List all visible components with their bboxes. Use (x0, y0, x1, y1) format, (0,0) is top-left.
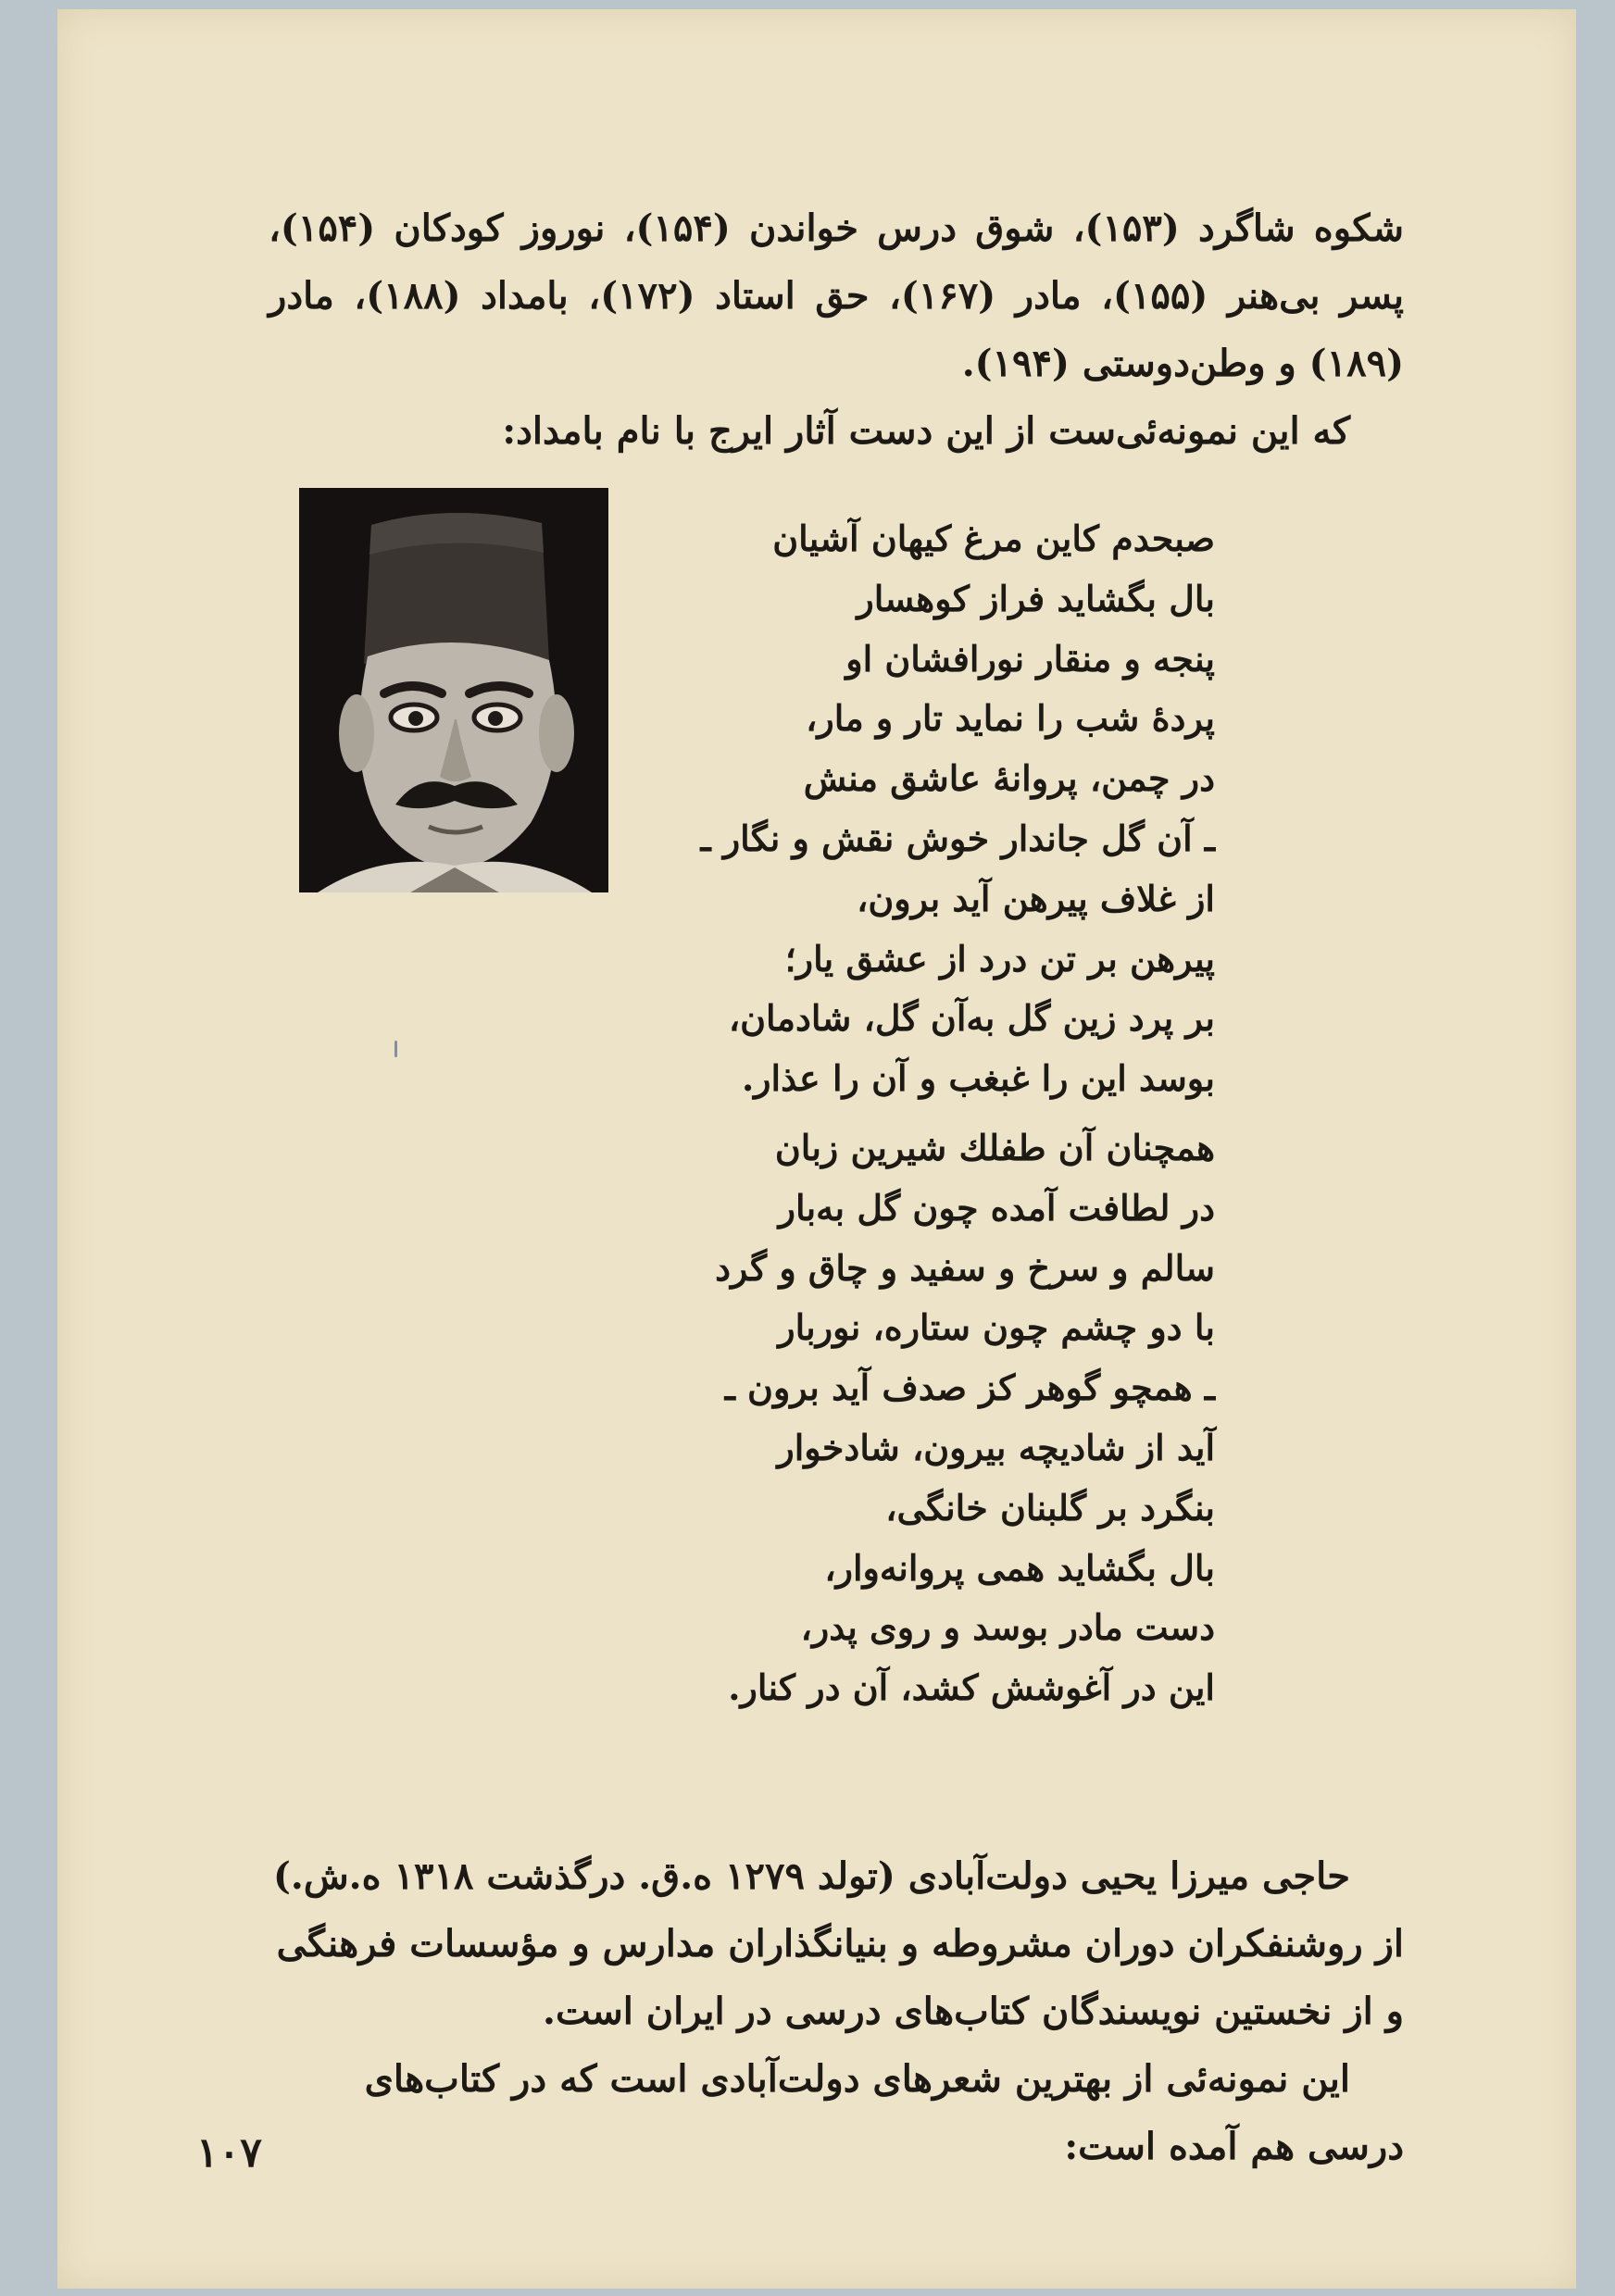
poem-line: بوسد این را غبغب و آن را عذار. (741, 1057, 1215, 1100)
poem-stanza-1 (700, 509, 1215, 1109)
poem-line: در چمن، پروانهٔ عاشق منش (803, 757, 1215, 800)
biography-paragraph: حاجی میرزا یحیی دولت‌آبادی (تولد ۱۲۷۹ ه.ق. درگذشت ۱۳۱۸ ه.ش.) از روشنفکران دوران مشروطه و بنیانگذاران مدارس و مؤسسات فرهنگی و از نخستین نویسندگان کتاب‌های درسی در ایران است. (273, 1854, 1404, 2033)
poem-line: با دو چشم چون ستاره، نوربار (778, 1306, 1215, 1349)
poem-line: پنجه و منقار نورافشان او (845, 637, 1215, 680)
poem-line: بر پرد زین گل به‌آن گل، شادمان، (728, 997, 1215, 1040)
intro-text-block (269, 194, 1404, 465)
intro-paragraph: شکوه شاگرد (۱۵۳)، شوق درس خواندن (۱۵۴)، نوروز کودکان (۱۵۴)، پسر بی‌هنر (۱۵۵)، مادر (۱۶۷)، حق استاد (۱۷۲)، بامداد (۱۸۸)، مادر (۱۸۹) و وطن‌دوستی (۱۹۴). (269, 206, 1404, 385)
poem-line: بال بگشاید همی پروانه‌وار، (824, 1546, 1215, 1589)
poem-line: در لطافت آمده چون گل به‌بار (778, 1186, 1215, 1229)
poem-line: ـ همچو گوهر کز صدف آید برون ـ (724, 1366, 1215, 1409)
poem-stanza-2 (715, 1118, 1215, 1718)
poem-introduction-line: که این نمونه‌ئی‌ست از این دست آثار ایرج با نام بامداد: (502, 409, 1350, 453)
poem-line: آید از شادیچه بیرون، شادخوار (777, 1426, 1215, 1468)
poem-line: صبحدم کاین مرغ کیهان آشیان (772, 518, 1215, 559)
poem-line: ـ آن گل جاندار خوش نقش و نگار ـ (700, 817, 1215, 859)
poem-line: پردهٔ شب را نماید تار و مار، (806, 697, 1215, 740)
poem-line: همچنان آن طفلك شیرین زبان (774, 1127, 1215, 1168)
poem-line: این در آغوشش کشد، آن در کنار. (728, 1666, 1215, 1709)
book-page (57, 9, 1576, 2289)
poet-portrait-image (299, 488, 608, 892)
biography-text-block (269, 1842, 1404, 2180)
poem-line: از غلاف پیرهن آید برون، (857, 877, 1215, 919)
poem-line: بال بگشاید فراز کوهسار (857, 577, 1215, 619)
ink-mark (394, 1041, 397, 1057)
poem-line: سالم و سرخ و سفید و چاق و گرد (715, 1246, 1215, 1289)
poem-line: بنگرد بر گلبنان خانگی، (885, 1486, 1215, 1529)
poem-sample-introduction: این نمونه‌ئی از بهترین شعرهای دولت‌آبادی است که در کتاب‌های درسی هم آمده است: (364, 2057, 1404, 2168)
page-number: ۱۰۷ (196, 2129, 262, 2177)
poem-line: دست مادر بوسد و روی پدر، (800, 1606, 1215, 1649)
poem-line: پیرهن بر تن درد از عشق یار؛ (784, 937, 1215, 980)
